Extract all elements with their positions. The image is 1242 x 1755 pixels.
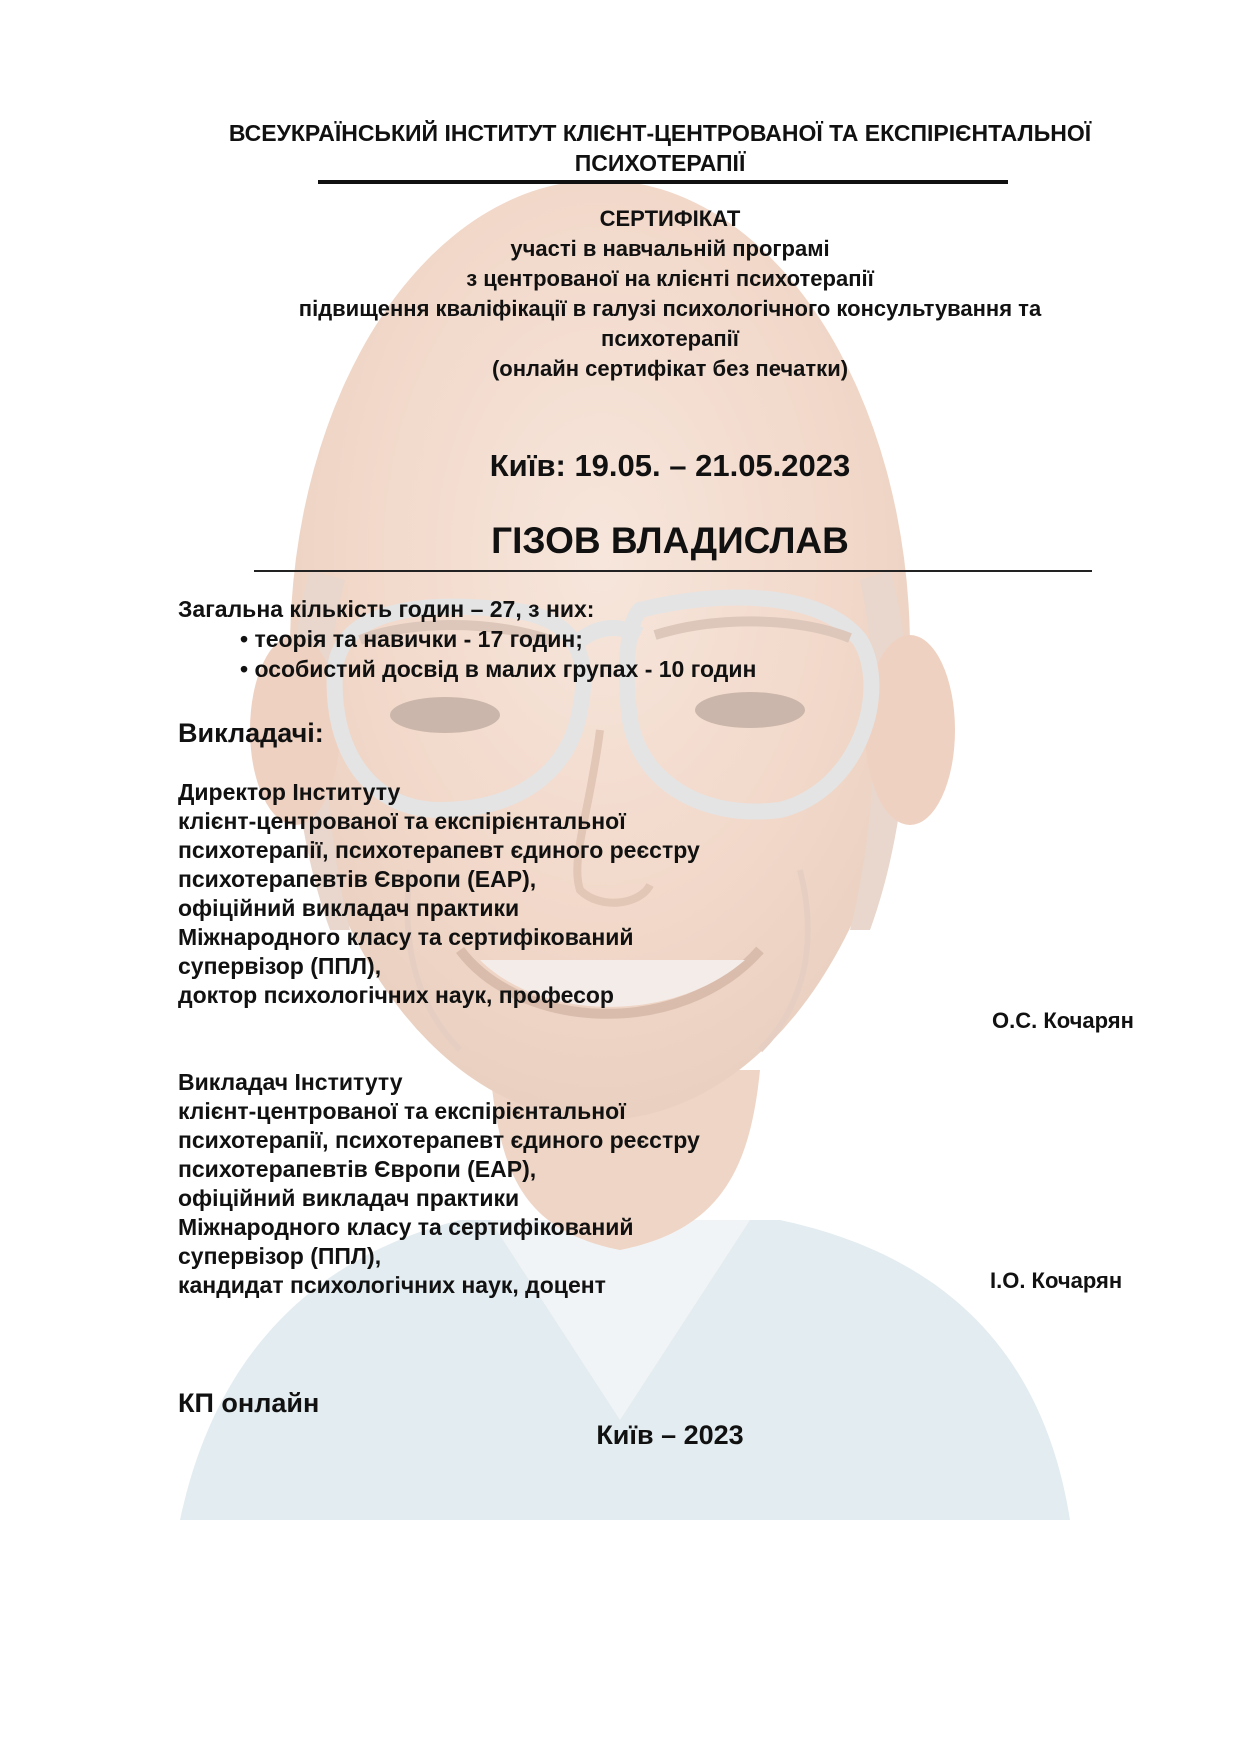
institute-underline: [318, 180, 1008, 184]
teacher-2-line: психотерапії, психотерапевт єдиного реєстру: [178, 1127, 700, 1153]
teacher-1-line: супервізор (ППЛ),: [178, 953, 382, 979]
hours-breakdown-list: [178, 624, 756, 684]
certificate-line-2: з центрованої на клієнті психотерапії: [466, 266, 874, 291]
hours-total: Загальна кількість годин – 27, з них:: [178, 596, 595, 622]
kp-online-label: КП онлайн: [178, 1388, 320, 1418]
city-and-dates: Київ: 19.05. – 21.05.2023: [489, 448, 851, 483]
teacher-1-line: клієнт-центрованої та експірієнтальної: [178, 808, 626, 834]
teacher-2-line: психотерапевтів Європи (ЕАР),: [178, 1156, 537, 1182]
teacher-1-line: психотерапії, психотерапевт єдиного реєстру: [178, 837, 700, 863]
certificate-title: СЕРТИФІКАТ: [599, 206, 741, 231]
teacher-1-line: психотерапевтів Європи (ЕАР),: [178, 866, 537, 892]
footer-city-year: Київ – 2023: [596, 1420, 744, 1450]
teacher-1-line: офіційний викладач практики: [178, 895, 520, 921]
institute-title-line-2: ПСИХОТЕРАПІЇ: [574, 150, 746, 176]
institute-title-line-1: ВСЕУКРАЇНСЬКИЙ ІНСТИТУТ КЛІЄНТ-ЦЕНТРОВАНОЇ ТА ЕКСПІРІЄНТАЛЬНОЇ: [228, 120, 1092, 146]
recipient-name: ГІЗОВ ВЛАДИСЛАВ: [491, 520, 849, 561]
hours-theory-item: • теорія та навички - 17 годин;: [240, 624, 756, 654]
hours-personal-experience-item: • особистий досвід в малих групах - 10 годин: [240, 654, 756, 684]
certificate-line-5: (онлайн сертифікат без печатки): [491, 356, 849, 381]
teacher-1-signature-name: О.С. Кочарян: [992, 1008, 1134, 1033]
teacher-2-line: клієнт-центрованої та експірієнтальної: [178, 1098, 626, 1124]
teacher-2-line: Міжнародного класу та сертифікований: [178, 1214, 634, 1240]
certificate-line-3: підвищення кваліфікації в галузі психологічного консультування та: [298, 296, 1042, 321]
teachers-heading: Викладачі:: [178, 718, 324, 748]
teacher-block-lecturer: [178, 1068, 700, 1300]
certificate-line-1: участі в навчальній програмі: [510, 236, 830, 261]
teacher-2-signature-name: І.О. Кочарян: [990, 1268, 1123, 1293]
certificate-heading: [170, 204, 1170, 384]
teacher-2-line: кандидат психологічних наук, доцент: [178, 1272, 606, 1298]
hours-summary: [178, 594, 756, 684]
teacher-1-line: Директор Інституту: [178, 779, 401, 805]
teacher-2-line: офіційний викладач практики: [178, 1185, 520, 1211]
recipient-name-underline: [254, 570, 1092, 572]
certificate-line-4: психотерапії: [601, 326, 739, 351]
teacher-2-line: Викладач Інституту: [178, 1069, 403, 1095]
teacher-1-line: Міжнародного класу та сертифікований: [178, 924, 634, 950]
institute-title: [170, 118, 1150, 178]
teacher-1-line: доктор психологічних наук, професор: [178, 982, 614, 1008]
teacher-block-director: [178, 778, 700, 1010]
teacher-2-line: супервізор (ППЛ),: [178, 1243, 382, 1269]
